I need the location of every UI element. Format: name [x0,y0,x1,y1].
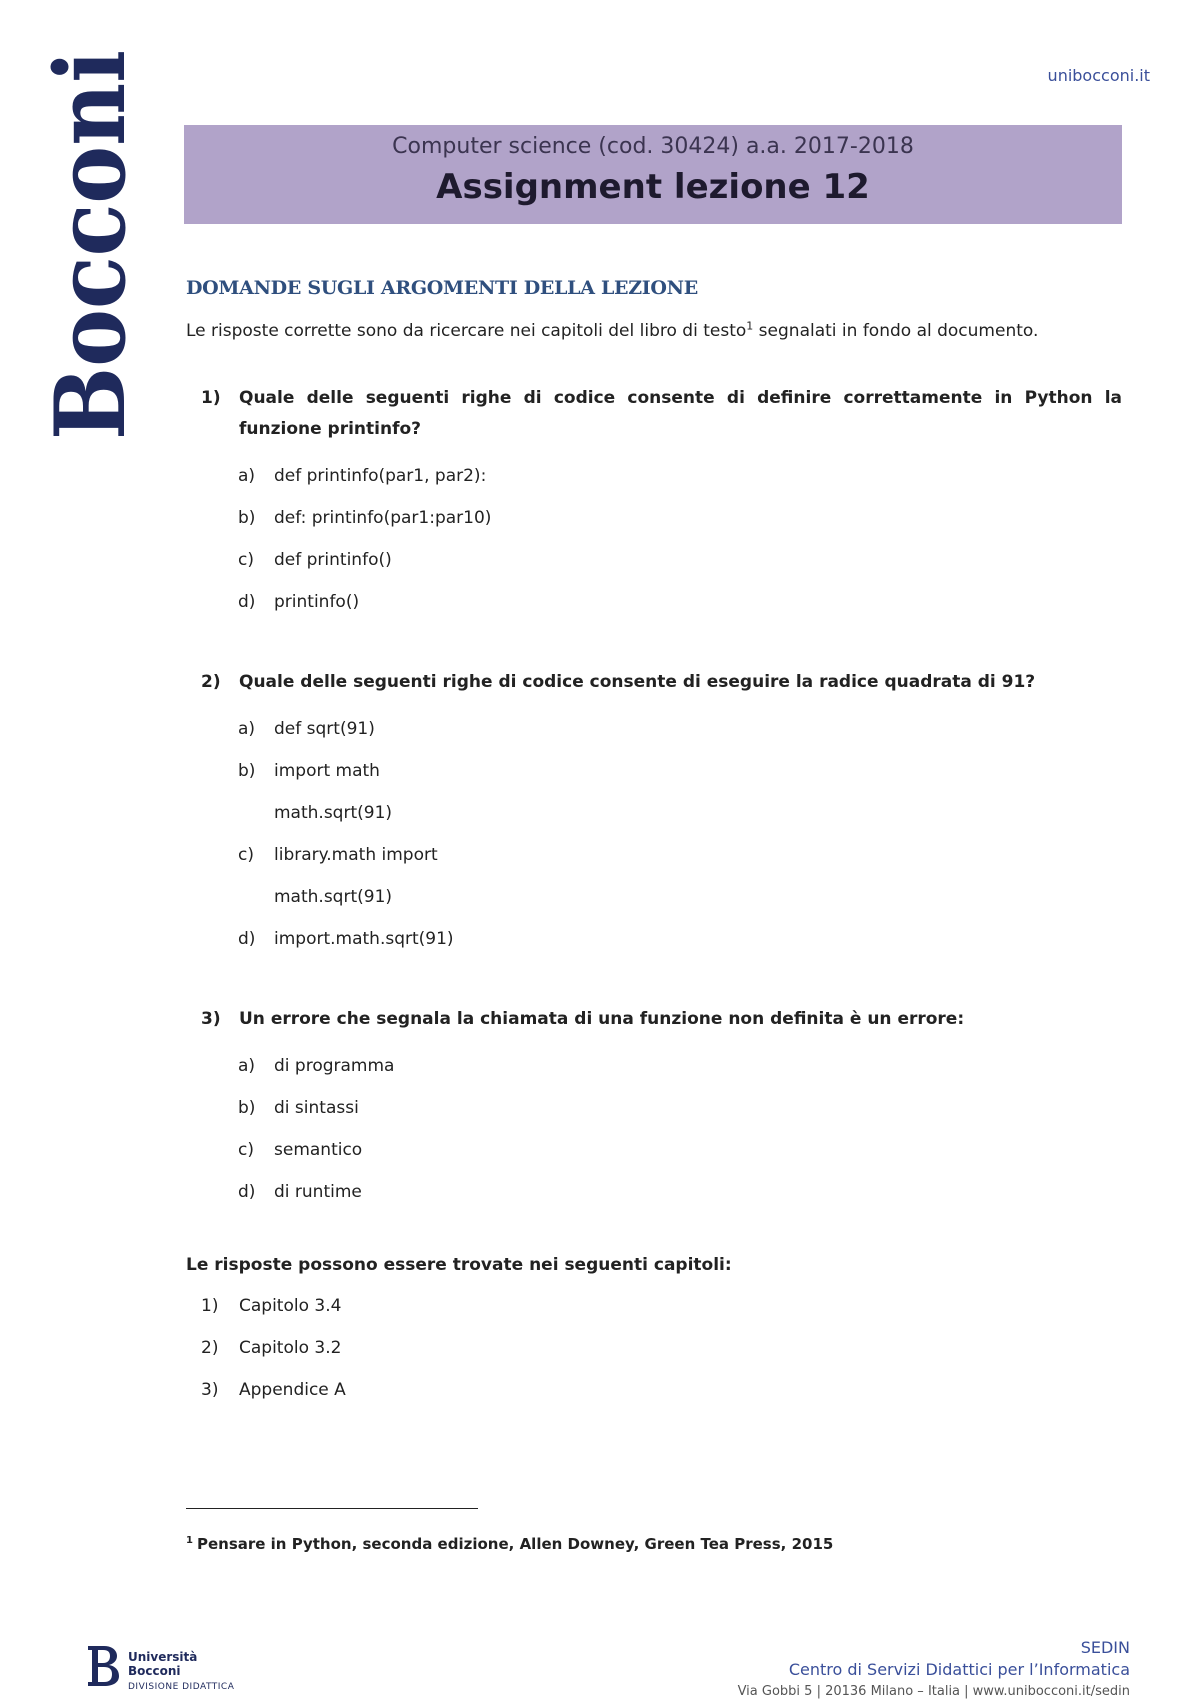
course-subtitle: Computer science (cod. 30424) a.a. 2017-2018 [392,134,914,159]
answer-item [201,1285,1122,1327]
option-item [238,750,1122,792]
option-item [238,792,1122,834]
option-text: math.sqrt(91) [274,803,393,823]
answer-number: 3) [201,1380,219,1400]
option-letter: d) [238,1182,256,1202]
option-letter: a) [238,719,256,739]
header-banner [184,125,1122,224]
option-letter: d) [238,929,256,949]
university-line-1: Università [128,1650,198,1664]
intro-paragraph [186,321,1122,341]
answer-text: Capitolo 3.2 [239,1338,342,1358]
answers-title: Le risposte possono essere trovate nei seguenti capitoli: [186,1255,732,1275]
university-name [128,1650,234,1692]
section-heading: DOMANDE SUGLI ARGOMENTI DELLA LEZIONE [186,277,698,299]
footnote-divider [186,1508,478,1509]
question-text: Quale delle seguenti righe di codice consente di eseguire la radice quadrata di 91? [239,672,1036,692]
answer-item [201,1327,1122,1369]
option-letter [238,792,274,834]
option-item [238,1087,1122,1129]
site-link[interactable]: unibocconi.it [1047,66,1150,85]
b-monogram-icon [86,1644,120,1688]
question-text: Un errore che segnala la chiamata di una funzione non definita è un errore: [239,1009,965,1029]
footnote [186,1535,833,1553]
answers-list [186,1285,1122,1411]
option-item [238,1045,1122,1087]
option-item [238,497,1122,539]
intro-text: Le risposte corrette sono da ricercare nei capitoli del libro di testo [186,321,747,341]
option-text: semantico [274,1140,363,1160]
option-text: import.math.sqrt(91) [274,929,454,949]
option-letter: b) [238,761,256,781]
option-text: printinfo() [274,592,360,612]
option-letter: b) [238,508,256,528]
question-number: 1) [201,388,221,408]
question-1 [186,383,1122,445]
university-line-2: Bocconi [128,1664,181,1678]
sedin-address[interactable]: Via Gobbi 5 | 20136 Milano – Italia | www.unibocconi.it/sedin [737,1684,1130,1699]
option-text: math.sqrt(91) [274,887,393,907]
bocconi-logo-wordmark: Bocconi [34,7,147,440]
sedin-acronym: SEDIN [1080,1638,1130,1657]
university-logo [86,1644,234,1692]
footnote-ref[interactable]: 1 [746,319,754,333]
question-3 [186,1004,1122,1035]
question-1-options [186,455,1122,623]
answer-text: Appendice A [239,1380,346,1400]
option-letter: d) [238,592,256,612]
question-3-options [186,1045,1122,1213]
option-item [238,1171,1122,1213]
option-letter: a) [238,1056,256,1076]
answer-number: 2) [201,1338,219,1358]
bocconi-vertical-logo [34,7,147,440]
question-text: Quale delle seguenti righe di codice consente di definire correttamente in Python la funzione printinfo? [239,388,1122,439]
question-number: 3) [201,1009,221,1029]
question-2 [186,667,1122,698]
option-letter [238,876,274,918]
option-text: di sintassi [274,1098,359,1118]
option-item [238,539,1122,581]
option-item [238,1129,1122,1171]
question-number: 2) [201,672,221,692]
option-text: di runtime [274,1182,362,1202]
option-text: di programma [274,1056,395,1076]
option-text: def printinfo(par1, par2): [274,466,487,486]
university-division: DIVISIONE DIDATTICA [128,1682,235,1692]
option-text: def: printinfo(par1:par10) [274,508,492,528]
option-item [238,581,1122,623]
answer-number: 1) [201,1296,219,1316]
option-item [238,455,1122,497]
sedin-full-name: Centro di Servizi Didattici per l’Informatica [788,1660,1130,1679]
option-item [238,918,1122,960]
question-2-options [186,708,1122,960]
document-body [186,277,1122,1411]
option-letter: c) [238,550,254,570]
intro-text-end: segnalati in fondo al documento. [753,321,1039,341]
option-letter: c) [238,845,254,865]
option-letter: c) [238,1140,254,1160]
option-text: def sqrt(91) [274,719,375,739]
option-text: library.math import [274,845,438,865]
option-text: import math [274,761,380,781]
page-title: Assignment lezione 12 [436,167,870,207]
option-text: def printinfo() [274,550,392,570]
option-item [238,834,1122,876]
footnote-mark: 1 [186,1535,193,1546]
footnote-text: Pensare in Python, seconda edizione, Allen Downey, Green Tea Press, 2015 [196,1535,834,1553]
answer-item [201,1369,1122,1411]
option-item [238,708,1122,750]
option-letter: a) [238,466,256,486]
answer-text: Capitolo 3.4 [239,1296,342,1316]
option-letter: b) [238,1098,256,1118]
sedin-footer [738,1637,1130,1703]
option-item [238,876,1122,918]
